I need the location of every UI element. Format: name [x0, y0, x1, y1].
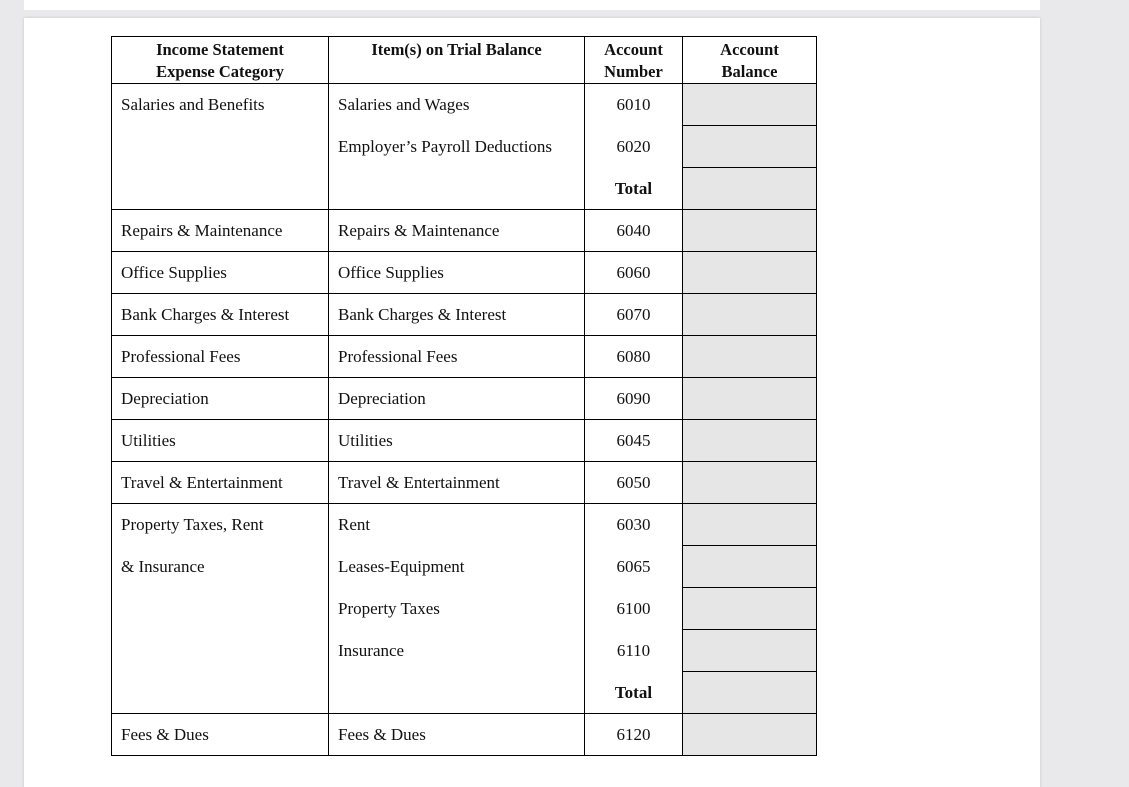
- expense-account-table: [111, 36, 817, 756]
- account-number-cell: 6120: [585, 714, 683, 756]
- category-cell: Depreciation: [112, 378, 329, 420]
- table-row: [112, 336, 817, 378]
- item-cell: Leases-Equipment: [329, 546, 585, 588]
- category-cell: Repairs & Maintenance: [112, 210, 329, 252]
- account-balance-input[interactable]: [683, 294, 817, 336]
- account-balance-input[interactable]: [683, 252, 817, 294]
- header-items: Item(s) on Trial Balance: [329, 37, 585, 84]
- item-cell: Insurance: [329, 630, 585, 672]
- account-number-cell: 6010: [585, 84, 683, 126]
- header-row: [112, 37, 817, 84]
- document-page: [24, 18, 1040, 787]
- header-account-number-line2: Number: [604, 62, 663, 81]
- account-number-cell: 6080: [585, 336, 683, 378]
- account-number-cell: 6090: [585, 378, 683, 420]
- category-cell: Fees & Dues: [112, 714, 329, 756]
- header-category-line2: Expense Category: [156, 62, 284, 81]
- item-cell: Rent: [329, 504, 585, 546]
- account-balance-input[interactable]: [683, 126, 817, 168]
- account-number-cell: 6045: [585, 420, 683, 462]
- total-label: Total: [585, 672, 683, 714]
- category-cell: Utilities: [112, 420, 329, 462]
- item-cell: Property Taxes: [329, 588, 585, 630]
- table-row: [112, 546, 817, 588]
- account-balance-input[interactable]: [683, 378, 817, 420]
- category-cell: [112, 168, 329, 210]
- account-balance-input[interactable]: [683, 336, 817, 378]
- table-row: [112, 588, 817, 630]
- category-cell: Salaries and Benefits: [112, 84, 329, 126]
- item-cell: [329, 168, 585, 210]
- account-number-cell: 6050: [585, 462, 683, 504]
- account-number-cell: 6030: [585, 504, 683, 546]
- table-row: [112, 630, 817, 672]
- item-cell: [329, 672, 585, 714]
- account-balance-input[interactable]: [683, 462, 817, 504]
- header-account-number: [585, 37, 683, 84]
- table-row: [112, 420, 817, 462]
- account-number-cell: 6100: [585, 588, 683, 630]
- category-cell: Professional Fees: [112, 336, 329, 378]
- item-cell: Office Supplies: [329, 252, 585, 294]
- account-balance-input[interactable]: [683, 504, 817, 546]
- table-row: [112, 378, 817, 420]
- category-cell: [112, 630, 329, 672]
- category-cell: [112, 588, 329, 630]
- category-cell: Property Taxes, Rent: [112, 504, 329, 546]
- header-category-line1: Income Statement: [156, 40, 284, 59]
- table-row: [112, 210, 817, 252]
- table-row: [112, 462, 817, 504]
- previous-page-edge: [24, 0, 1040, 10]
- account-balance-input[interactable]: [683, 672, 817, 714]
- table-row: [112, 672, 817, 714]
- account-balance-input[interactable]: [683, 546, 817, 588]
- item-cell: Professional Fees: [329, 336, 585, 378]
- item-cell: Repairs & Maintenance: [329, 210, 585, 252]
- category-cell: Office Supplies: [112, 252, 329, 294]
- table-row: [112, 168, 817, 210]
- account-balance-input[interactable]: [683, 210, 817, 252]
- account-balance-input[interactable]: [683, 630, 817, 672]
- account-number-cell: 6060: [585, 252, 683, 294]
- account-number-cell: 6110: [585, 630, 683, 672]
- item-cell: Travel & Entertainment: [329, 462, 585, 504]
- total-label: Total: [585, 168, 683, 210]
- item-cell: Employer’s Payroll Deductions: [329, 126, 585, 168]
- item-cell: Salaries and Wages: [329, 84, 585, 126]
- table-row: [112, 714, 817, 756]
- account-balance-input[interactable]: [683, 84, 817, 126]
- table-row: [112, 504, 817, 546]
- header-account-number-line1: Account: [604, 40, 663, 59]
- table-row: [112, 84, 817, 126]
- account-number-cell: 6065: [585, 546, 683, 588]
- account-balance-input[interactable]: [683, 420, 817, 462]
- account-number-cell: 6070: [585, 294, 683, 336]
- table-row: [112, 126, 817, 168]
- table-row: [112, 294, 817, 336]
- account-number-cell: 6040: [585, 210, 683, 252]
- header-account-balance-line2: Balance: [721, 62, 778, 81]
- header-category: [112, 37, 329, 84]
- header-account-balance-line1: Account: [720, 40, 779, 59]
- account-balance-input[interactable]: [683, 588, 817, 630]
- category-cell: & Insurance: [112, 546, 329, 588]
- header-account-balance: [683, 37, 817, 84]
- account-balance-input[interactable]: [683, 714, 817, 756]
- item-cell: Fees & Dues: [329, 714, 585, 756]
- table-row: [112, 252, 817, 294]
- category-cell: Travel & Entertainment: [112, 462, 329, 504]
- item-cell: Bank Charges & Interest: [329, 294, 585, 336]
- category-cell: [112, 126, 329, 168]
- item-cell: Utilities: [329, 420, 585, 462]
- item-cell: Depreciation: [329, 378, 585, 420]
- category-cell: [112, 672, 329, 714]
- account-number-cell: 6020: [585, 126, 683, 168]
- category-cell: Bank Charges & Interest: [112, 294, 329, 336]
- account-balance-input[interactable]: [683, 168, 817, 210]
